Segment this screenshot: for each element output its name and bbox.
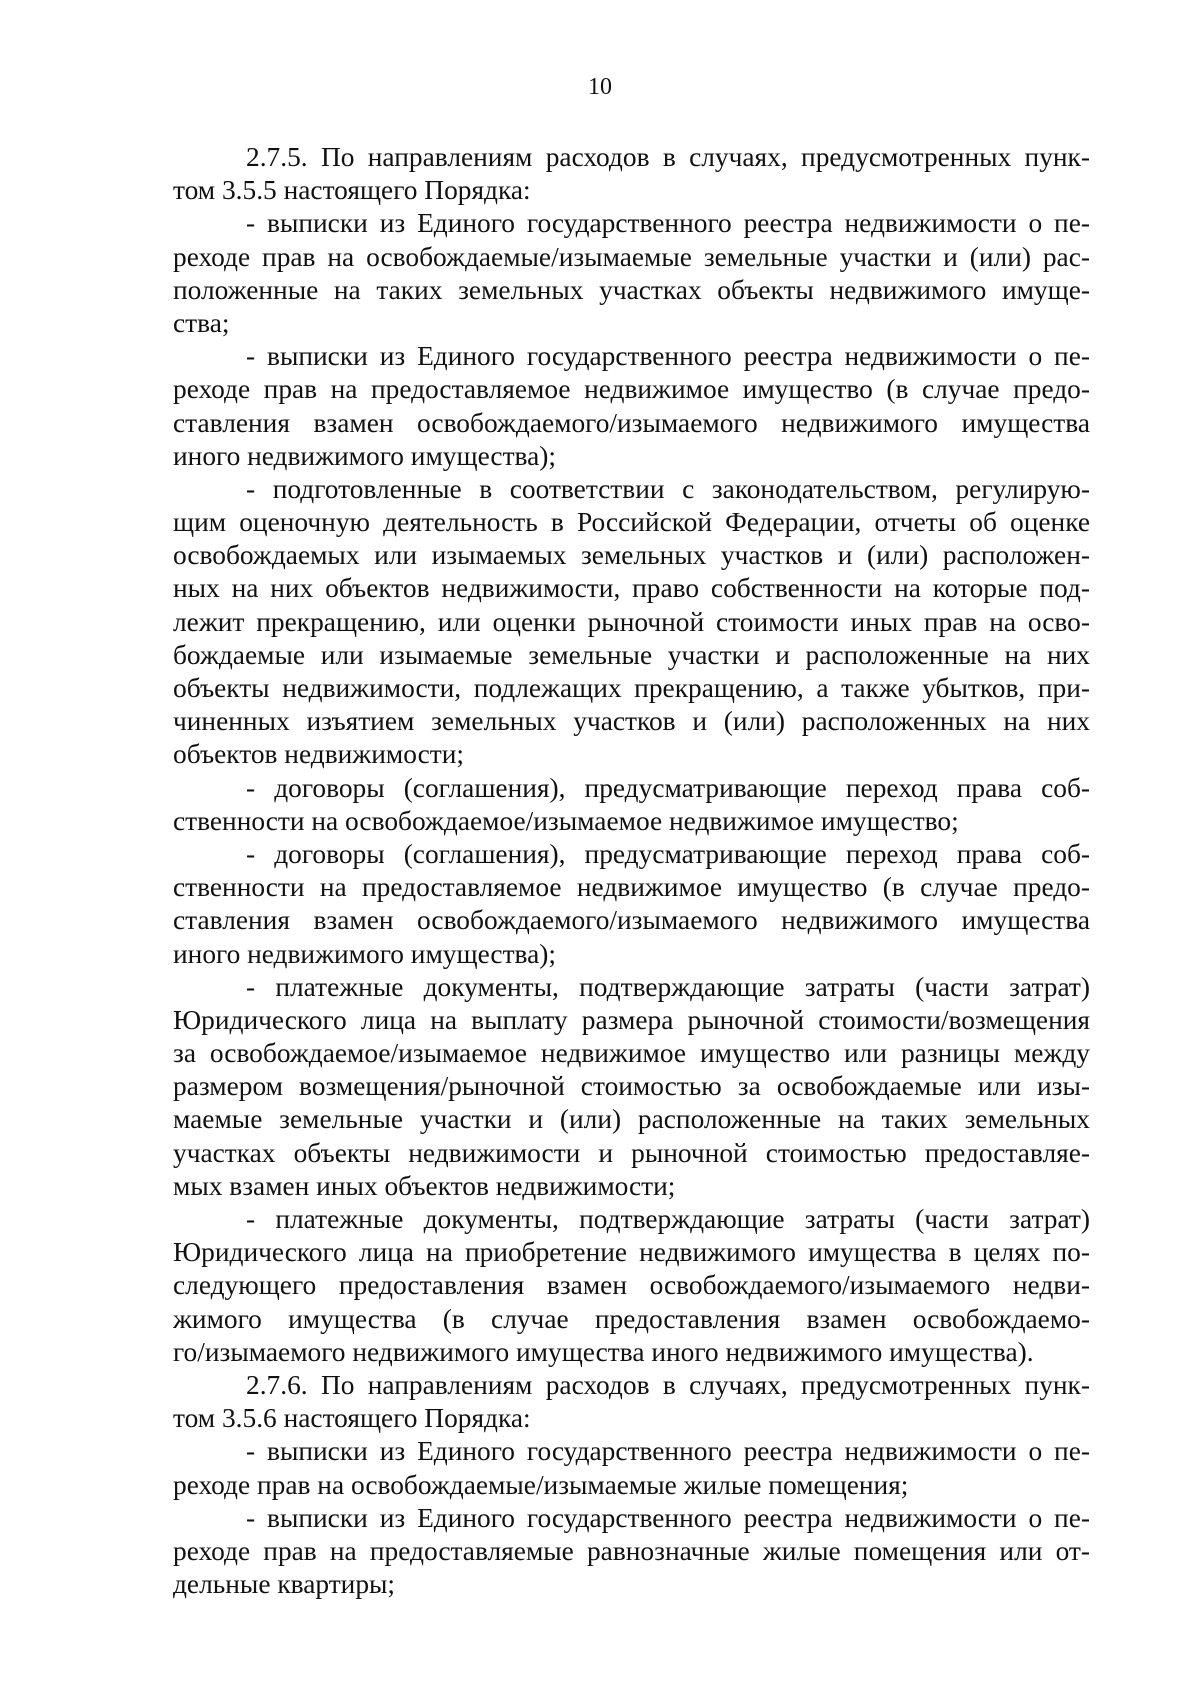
paragraph-first-line: - выписки из Единого государственного реестра недвижимости о пе- xyxy=(246,208,1090,239)
text-line: ных на них объектов недвижимости, право собственности на которые под- xyxy=(173,573,1090,604)
text-line: положенные на таких земельных участках объекты недвижимого имуще- xyxy=(173,274,1090,305)
text-line: щим оценочную деятельность в Российской Федерации, отчеты об оценке xyxy=(173,507,1090,538)
page-number: 10 xyxy=(588,74,612,100)
text-line: ственности на освобождаемое/изымаемое недвижимое имущество; xyxy=(173,805,959,836)
text-line: освобождаемых или изымаемых земельных участков и (или) расположен- xyxy=(173,540,1090,571)
paragraph-first-line: - договоры (соглашения), предусматривающие переход права соб- xyxy=(246,838,1090,869)
text-line: том 3.5.6 настоящего Порядка: xyxy=(173,1403,531,1434)
text-line: участках объекты недвижимости и рыночной стоимостью предоставляе- xyxy=(173,1137,1090,1168)
text-line: бождаемые или изымаемые земельные участки и расположенные на них xyxy=(173,639,1090,670)
paragraph-first-line: 2.7.5. По направлениям расходов в случаях, предусмотренных пунк- xyxy=(246,142,1090,172)
text-line: иного недвижимого имущества); xyxy=(173,440,557,471)
paragraph-first-line: - договоры (соглашения), предусматривающие переход права соб- xyxy=(246,772,1090,803)
text-line: следующего предоставления взамен освобождаемого/изымаемого недви- xyxy=(173,1270,1090,1301)
text-line: объекты недвижимости, подлежащих прекращению, а также убытков, при- xyxy=(173,673,1090,703)
text-line: лежит прекращению, или оценки рыночной стоимости иных прав на осво- xyxy=(173,606,1090,637)
text-line: реходе прав на освобождаемые/изымаемые жилые помещения; xyxy=(173,1469,909,1500)
text-line: дельные квартиры; xyxy=(173,1569,396,1600)
text-line: мых взамен иных объектов недвижимости; xyxy=(173,1170,676,1201)
paragraph-first-line: - подготовленные в соответствии с законодательством, регулирую- xyxy=(246,473,1090,504)
text-line: реходе прав на освобождаемые/изымаемые земельные участки и (или) рас- xyxy=(173,241,1090,272)
paragraph-first-line: - выписки из Единого государственного реестра недвижимости о пе- xyxy=(246,1502,1090,1533)
text-line: Юридического лица на выплату размера рыночной стоимости/возмещения xyxy=(173,1004,1090,1035)
text-line: реходе прав на предоставляемые равнозначные жилые помещения или от- xyxy=(173,1535,1090,1566)
text-line: чиненных изъятием земельных участков и (или) расположенных на них xyxy=(173,706,1090,737)
text-line: за освобождаемое/изымаемое недвижимое имущество или разницы между xyxy=(173,1038,1090,1069)
paragraph-first-line: - выписки из Единого государственного реестра недвижимости о пе- xyxy=(246,1436,1090,1467)
text-line: ставления взамен освобождаемого/изымаемого недвижимого имущества xyxy=(173,407,1090,438)
document-body xyxy=(173,141,1090,1601)
paragraph-first-line: - выписки из Единого государственного реестра недвижимости о пе- xyxy=(246,341,1090,372)
text-line: ственности на предоставляемое недвижимое имущество (в случае предо- xyxy=(173,872,1090,903)
text-line: ства; xyxy=(173,307,230,338)
paragraph-first-line: - платежные документы, подтверждающие затраты (части затрат) xyxy=(246,971,1090,1002)
paragraph-first-line: - платежные документы, подтверждающие затраты (части затрат) xyxy=(246,1204,1090,1234)
text-line: иного недвижимого имущества); xyxy=(173,938,557,969)
text-line: ставления взамен освобождаемого/изымаемого недвижимого имущества xyxy=(173,905,1090,936)
text-line: том 3.5.5 настоящего Порядка: xyxy=(173,175,531,206)
text-line: го/изымаемого недвижимого имущества иного недвижимого имущества). xyxy=(173,1336,1034,1367)
text-line: объектов недвижимости; xyxy=(173,739,464,770)
text-line: размером возмещения/рыночной стоимостью за освобождаемые или изы- xyxy=(173,1071,1090,1102)
text-line: Юридического лица на приобретение недвижимого имущества в целях по- xyxy=(173,1237,1090,1268)
text-line: жимого имущества (в случае предоставления взамен освобождаемо- xyxy=(173,1303,1090,1334)
text-line: маемые земельные участки и (или) расположенные на таких земельных xyxy=(173,1104,1090,1135)
paragraph-first-line: 2.7.6. По направлениям расходов в случаях, предусмотренных пунк- xyxy=(246,1369,1090,1400)
text-line: реходе прав на предоставляемое недвижимое имущество (в случае предо- xyxy=(173,374,1090,405)
